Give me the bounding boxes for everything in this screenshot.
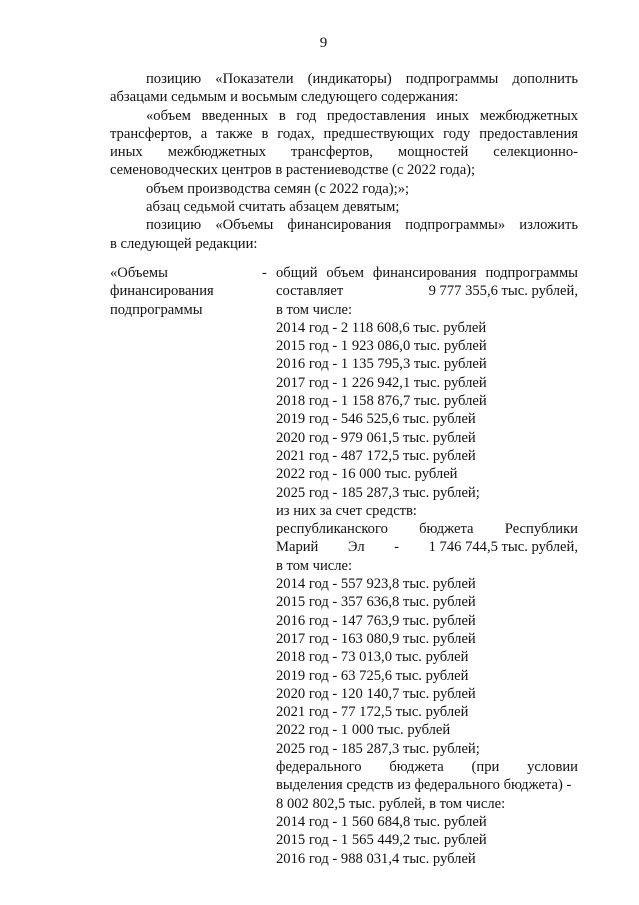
mari-word: Марий xyxy=(276,539,319,556)
paragraph-indicators-line2: абзацами седьмым и восьмым следующего содержания: xyxy=(110,89,459,106)
total-year: 2019 год - 546 525,6 тыс. рублей xyxy=(276,411,476,428)
total-line2 xyxy=(276,282,578,300)
total-year: 2017 год - 1 226 942,1 тыс. рублей xyxy=(276,374,487,391)
republic-year: 2016 год - 147 763,9 тыс. рублей xyxy=(276,612,476,629)
federal-year: 2015 год - 1 565 449,2 тыс. рублей xyxy=(276,832,487,849)
paragraph-financing-line2: в следующей редакции: xyxy=(110,235,258,252)
federal-line3: 8 002 802,5 тыс. рублей, в том числе: xyxy=(276,795,506,812)
paragraph-volume-line3: иных межбюджетных трансфертов, мощностей селекционно- xyxy=(110,144,578,161)
financing-details xyxy=(276,264,578,868)
republic-year: 2019 год - 63 725,6 тыс. рублей xyxy=(276,667,469,684)
republic-year: 2022 год - 1 000 тыс. рублей xyxy=(276,722,451,739)
republic-year: 2015 год - 357 636,8 тыс. рублей xyxy=(276,594,476,611)
source-intro: из них за счет средств: xyxy=(276,502,417,519)
republic-line1 xyxy=(276,520,578,538)
paragraph-volume-line1: «объем введенных в год предоставления иных межбюджетных xyxy=(146,107,578,124)
total-year: 2020 год - 979 061,5 тыс. рублей xyxy=(276,429,476,446)
total-year: 2016 год - 1 135 795,3 тыс. рублей xyxy=(276,356,487,373)
budget-word: бюджета xyxy=(419,521,474,538)
federal-year: 2016 год - 988 031,4 тыс. рублей xyxy=(276,850,476,867)
paragraph-volume-line4: семеноводческих центров в растениеводстве (с 2022 года); xyxy=(110,162,476,179)
republic-year: 2021 год - 77 172,5 тыс. рублей xyxy=(276,704,469,721)
financing-label xyxy=(110,264,260,319)
total-amount: 9 777 355,6 тыс. рублей, xyxy=(428,283,578,300)
republic-year: 2025 год - 185 287,3 тыс. рублей; xyxy=(276,740,480,757)
republic-year: 2020 год - 120 140,7 тыс. рублей xyxy=(276,685,476,702)
republic-name-word: Республики xyxy=(504,521,578,538)
total-year: 2025 год - 185 287,3 тыс. рублей; xyxy=(276,484,480,501)
paragraph-seventh: абзац седьмой считать абзацем девятым; xyxy=(146,199,400,216)
republic-line2 xyxy=(276,538,578,556)
federal-year: 2014 год - 1 560 684,8 тыс. рублей xyxy=(276,813,487,830)
paragraph-seeds: объем производства семян (с 2022 года);»; xyxy=(146,180,410,197)
federal-line2: выделения средств из федерального бюджета) - xyxy=(276,777,572,794)
total-year: 2022 год - 16 000 тыс. рублей xyxy=(276,466,458,483)
total-year: 2021 год - 487 172,5 тыс. рублей xyxy=(276,447,476,464)
republic-line3: в том числе: xyxy=(276,557,353,574)
page-number: 9 xyxy=(319,35,328,51)
republic-dash: - xyxy=(394,539,400,556)
republic-year: 2017 год - 163 080,9 тыс. рублей xyxy=(276,630,476,647)
paragraph-indicators-line1: позицию «Показатели (индикаторы) подпрограммы дополнить xyxy=(146,71,578,87)
financing-label-line: финансирования xyxy=(110,283,214,300)
republic-year: 2018 год - 73 013,0 тыс. рублей xyxy=(276,649,469,666)
separator-dash: - xyxy=(262,265,267,281)
total-line1: общий объем финансирования подпрограммы xyxy=(276,265,578,281)
total-year: 2018 год - 1 158 876,7 тыс. рублей xyxy=(276,393,487,410)
republic-year: 2014 год - 557 923,8 тыс. рублей xyxy=(276,576,476,593)
federal-line1: федерального бюджета (при условии xyxy=(276,759,578,776)
republic-word: республиканского xyxy=(276,521,388,538)
el-word: Эл xyxy=(347,539,365,556)
total-year: 2015 год - 1 923 086,0 тыс. рублей xyxy=(276,338,487,355)
total-label: составляет xyxy=(276,283,344,300)
financing-label-line: подпрограммы xyxy=(110,301,203,318)
paragraph-financing-line1: позицию «Объемы финансирования подпрограммы» изложить xyxy=(146,217,578,234)
total-line3: в том числе: xyxy=(276,301,353,318)
amendment-text xyxy=(110,70,578,253)
republic-amount: 1 746 744,5 тыс. рублей, xyxy=(428,539,578,556)
paragraph-volume-line2: трансфертов, а также в годах, предшествующих году предоставления xyxy=(110,125,578,142)
financing-label-line: «Объемы xyxy=(110,265,168,281)
total-year: 2014 год - 2 118 608,6 тыс. рублей xyxy=(276,319,487,336)
